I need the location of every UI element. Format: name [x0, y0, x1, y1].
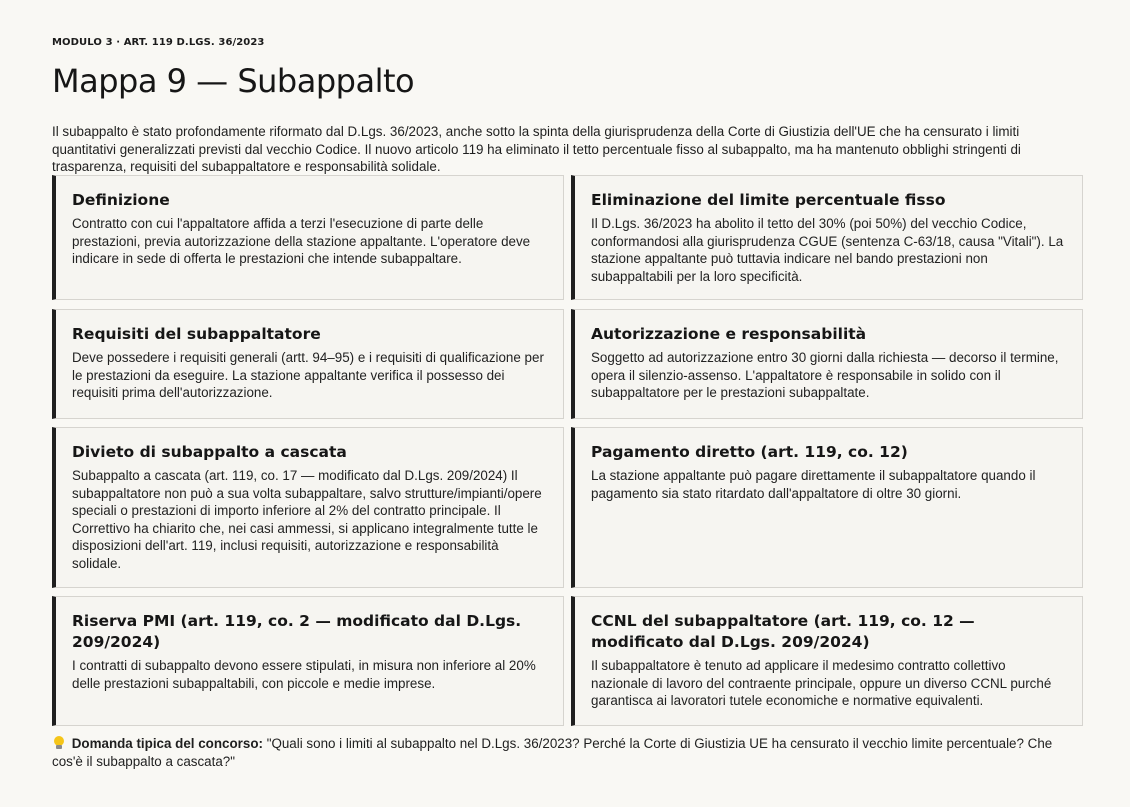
card-title: CCNL del subappaltatore (art. 119, co. 12 — modificato dal D.Lgs. 209/2024): [591, 612, 975, 651]
card-body: Subappalto a cascata (art. 119, co. 17 — modificato dal D.Lgs. 209/2024) Il subappaltatore non può a sua volta subappaltare, salvo strutture/impianti/opere speciali o prestazioni di importo inferiore al 2% del contratto principale. Il Correttivo ha chiarito che, nei casi ammessi, si applicano integralmente tutte le disposizioni dell'art. 119, inclusi requisiti, autorizzazione e responsabilità solidale.: [72, 468, 542, 571]
card-title: Autorizzazione e responsabilità: [591, 325, 867, 343]
exam-question-note: [52, 735, 1083, 770]
card-body: Il subappaltatore è tenuto ad applicare il medesimo contratto collettivo nazionale di lavoro del contraente principale, oppure un diverso CCNL purché garantisca ai lavoratori tutele economiche e normative equivalenti.: [591, 658, 1052, 708]
card-divieto-cascata: [52, 427, 564, 588]
exam-question-text: "Quali sono i limiti al subappalto nel D.Lgs. 36/2023? Perché la Corte di Giustizia UE ha censurato il vecchio limite percentuale? Che cos'è il subappalto a cascata?": [52, 736, 1053, 769]
card-pagamento-diretto: [571, 427, 1083, 588]
page: [52, 36, 1083, 769]
card-title: Divieto di subappalto a cascata: [72, 443, 347, 461]
card-ccnl: [571, 596, 1083, 726]
card-body: Contratto con cui l'appaltatore affida a terzi l'esecuzione di parte delle prestazioni, previa autorizzazione della stazione appaltante. L'operatore deve indicare in sede di offerta le prestazioni che intende subappaltare.: [72, 216, 531, 266]
card-title: Definizione: [72, 191, 170, 209]
intro-paragraph: Il subappalto è stato profondamente riformato dal D.Lgs. 36/2023, anche sotto la spinta della giurisprudenza della Corte di Giustizia dell'UE che ha censurato i limiti quantitativi generalizzati previsti dal vecchio Codice. Il nuovo articolo 119 ha eliminato il tetto percentuale fisso al subappalto, ma ha mantenuto obblighi stringenti di trasparenza, requisiti del subappaltatore e responsabilità solidale.: [52, 124, 1021, 174]
card-body: La stazione appaltante può pagare direttamente il subappaltatore quando il pagamento sia stato ritardato dall'appaltatore di oltre 30 giorni.: [591, 468, 1036, 501]
card-title: Riserva PMI (art. 119, co. 2 — modificato dal D.Lgs. 209/2024): [72, 612, 522, 651]
card-body: Il D.Lgs. 36/2023 ha abolito il tetto del 30% (poi 50%) del vecchio Codice, conformandosi alla giurisprudenza CGUE (sentenza C-63/18, causa "Vitali"). La stazione appaltante può tuttavia indicare nel bando prestazioni non subappaltabili per la loro specificità.: [591, 216, 1064, 284]
card-title: Pagamento diretto (art. 119, co. 12): [591, 443, 908, 461]
card-title: Eliminazione del limite percentuale fisso: [591, 191, 946, 209]
card-body: Deve possedere i requisiti generali (artt. 94–95) e i requisiti di qualificazione per le prestazioni da eseguire. La stazione appaltante verifica il possesso dei requisiti prima dell'autorizzazione.: [72, 350, 544, 400]
card-title: Requisiti del subappaltatore: [72, 325, 321, 343]
card-riserva-pmi: [52, 596, 564, 726]
card-autorizzazione: [571, 309, 1083, 419]
exam-question-label: Domanda tipica del concorso:: [71, 736, 263, 751]
card-body: Soggetto ad autorizzazione entro 30 giorni dalla richiesta — decorso il termine, opera il silenzio-assenso. L'appaltatore è responsabile in solido con il subappaltatore per le prestazioni subappaltate.: [591, 350, 1059, 400]
card-definizione: [52, 175, 564, 300]
page-title: Mappa 9 — Subappalto: [52, 62, 415, 100]
card-eliminazione-limite: [571, 175, 1083, 300]
lightbulb-icon: [52, 736, 66, 750]
card-body: I contratti di subappalto devono essere stipulati, in misura non inferiore al 20% delle prestazioni subappaltabili, con piccole e medie imprese.: [72, 658, 536, 691]
module-label: MODULO 3 · ART. 119 D.LGS. 36/2023: [52, 37, 265, 48]
card-requisiti: [52, 309, 564, 419]
